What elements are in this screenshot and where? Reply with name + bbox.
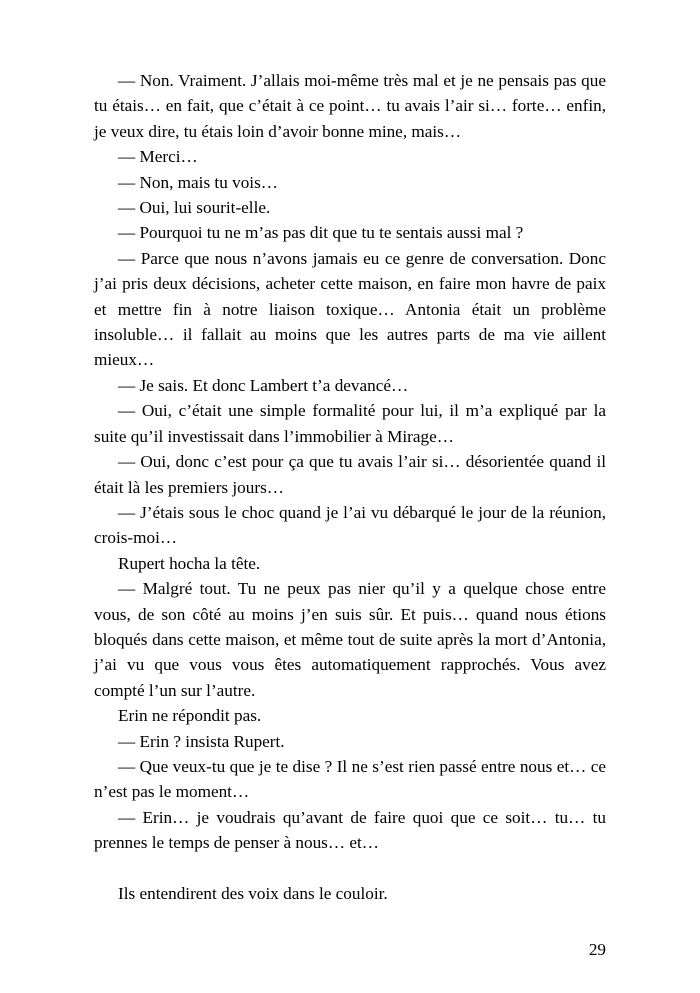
paragraph-11: Rupert hocha la tête. xyxy=(118,553,261,573)
paragraph-2: — Merci… xyxy=(118,147,198,167)
paragraph-7: — Je sais. Et donc Lambert t’a devancé… xyxy=(118,375,409,395)
page-body xyxy=(94,68,606,906)
paragraph-3: — Non, mais tu vois… xyxy=(118,172,278,192)
paragraph-10: — J’étais sous le choc quand je l’ai vu débarqué le jour de la réunion, crois-moi… xyxy=(94,502,606,548)
scene-break-spacer xyxy=(94,856,606,881)
paragraph-14: — Erin ? insista Rupert. xyxy=(118,731,285,751)
paragraph-12: — Malgré tout. Tu ne peux pas nier qu’il y a quelque chose entre vous, de son côté au moins j’en suis sûr. Et puis… quand nous étions bloqués dans cette maison, et même tout de suite après la mort d’Antonia, j’ai vu que vous vous êtes automatiquement rapprochés. Vous avez compté l’un sur l’autre. xyxy=(94,579,606,700)
paragraph-13: Erin ne répondit pas. xyxy=(118,706,262,726)
closing-paragraph: Ils entendirent des voix dans le couloir. xyxy=(118,883,388,903)
paragraph-8: — Oui, c’était une simple formalité pour lui, il m’a expliqué par la suite qu’il investissait dans l’immobilier à Mirage… xyxy=(94,401,606,446)
paragraph-9: — Oui, donc c’est pour ça que tu avais l’air si… désorientée quand il était là les premiers jours… xyxy=(94,452,606,497)
paragraph-6: — Parce que nous n’avons jamais eu ce genre de conversation. Donc j’ai pris deux décisions, acheter cette maison, en faire mon havre de paix et mettre fin à notre liaison toxique… Antonia était un problème insoluble… il fallait au moins que les autres parts de ma vie aillent mieux… xyxy=(94,248,606,370)
paragraph-5: — Pourquoi tu ne m’as pas dit que tu te sentais aussi mal ? xyxy=(118,223,524,243)
paragraph-15: — Que veux-tu que je te dise ? Il ne s’est rien passé entre nous et… ce n’est pas le moment… xyxy=(94,756,606,802)
paragraph-1: — Non. Vraiment. J’allais moi-même très mal et je ne pensais pas que tu étais… en fait, que c’était à ce point… tu avais l’air si… forte… enfin, je veux dire, tu étais loin d’avoir bonne mine, mais… xyxy=(94,71,606,141)
paragraph-16: — Erin… je voudrais qu’avant de faire quoi que ce soit… tu… tu prennes le temps de penser à nous… et… xyxy=(94,807,606,853)
paragraph-4: — Oui, lui sourit-elle. xyxy=(118,198,271,218)
page-number: 29 xyxy=(588,940,606,959)
